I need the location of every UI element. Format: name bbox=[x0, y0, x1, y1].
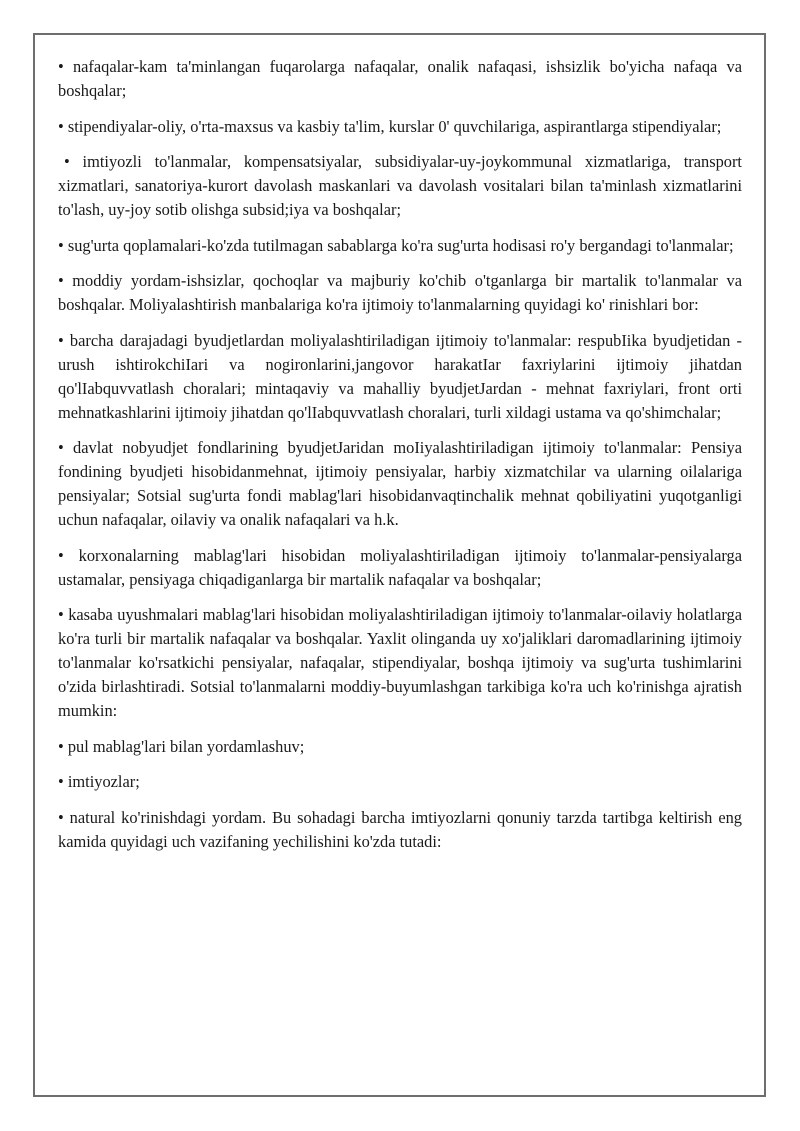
document-body bbox=[58, 55, 742, 865]
paragraph-stipendiyalar: • stipendiyalar-oliy, o'rta-maxsus va kasbiy ta'lim, kurslar 0' quvchilariga, aspirantlarga stipendiyalar; bbox=[58, 116, 722, 136]
paragraph-sugurta-qoplamalari: • sug'urta qoplamalari-ko'zda tutilmagan sabablarga ko'ra sug'urta hodisasi ro'y bergandagi to'lanmalar; bbox=[58, 235, 734, 255]
paragraph-kasaba-uyushmalari: • kasaba uyushmalari mablag'lari hisobidan moliyalashtiriladigan ijtimoiy to'lanmalar-oilaviy holatlarga ko'ra turli bir martalik nafaqalar va boshqalar. Yaxlit olinganda uy xo'jaliklari daromadlarining ijtimoiy to'lanmalar ko'rsatkichi pensiyalar, nafaqalar, stipendiyalar, boshqa ijtimoiy va sug'urta tushimlarini o'zida birlashtiradi. Sotsial to'lanmalarni moddiy-buyumlashgan tarkibiga ko'ra uch ko'rinishga ajratish mumkin: bbox=[58, 605, 742, 720]
paragraph-korxonalar: • korxonalarning mablag'lari hisobidan moliyalashtiriladigan ijtimoiy to'lanmalar-pensiyalarga ustamalar, pensiyaga chiqadiganlarga bir martalik nafaqalar va boshqalar; bbox=[58, 545, 742, 589]
paragraph-moddiy-yordam: • moddiy yordam-ishsizlar, qochoqlar va majburiy ko'chib o'tganlarga bir martalik to'lanmalar va boshqalar. Moliyalashtirish manbalariga ko'ra ijtimoiy to'lanmalarning quyidagi ko' rinishlari bor: bbox=[58, 271, 742, 314]
paragraph-nafaqalar: • nafaqalar-kam ta'minlangan fuqarolarga nafaqalar, onalik nafaqasi, ishsizlik bo'yicha nafaqa va boshqalar; bbox=[58, 57, 742, 100]
paragraph-imtiyozli-tolanmalar: • imtiyozli to'lanmalar, kompensatsiyalar, subsidiyalar-uy-joykommunal xizmatlariga, transport xizmatlari, sanatoriya-kurort davolash maskanlari va davolash vositalari bilan ta'minlash xizmatlarini to'lash, uy-joy sotib olishga subsid;iya va boshqalar; bbox=[58, 152, 742, 219]
paragraph-imtiyozlar: • imtiyozlar; bbox=[58, 772, 140, 791]
paragraph-natural-yordam: • natural ko'rinishdagi yordam. Bu sohadagi barcha imtiyozlarni qonuniy tarzda tartibga keltirish eng kamida quyidagi uch vazifaning yechilishini ko'zda tutadi: bbox=[58, 807, 742, 851]
paragraph-byudjetlar: • barcha darajadagi byudjetlardan moliyalashtiriladigan ijtimoiy to'lanmalar: respubIika byudjetidan - urush ishtirokchiIari va nogironlarini,jangovor harakatIar faxriylarini ijtimoiy jihatdan qo'lIabquvvatlash choralari; mintaqaviy va mahalliy byudjetJardan - mehnat faxriylari, front orti mehnatkashlarini ijtimoiy jihatdan qo'lIabquvvatlash choralari, turli xildagi ustama va qo'shimchalar; bbox=[58, 330, 742, 422]
paragraph-nobyudjet-fondlar: • davlat nobyudjet fondlarining byudjetJaridan moIiyalashtiriladigan ijtimoiy to'lanmalar: Pensiya fondining byudjeti hisobidanmehnat, ijtimoiy pensiyalar, harbiy xizmatchilar va ularning oilalariga pensiyalar; Sotsial sug'urta fondi mablag'lari hisobidanvaqtinchalik mehnat qobiliyatini yuqotganligi uchun nafaqalar, oilaviy va onalik nafaqalari va h.k. bbox=[58, 438, 742, 529]
paragraph-pul-mablaglari: • pul mablag'lari bilan yordamlashuv; bbox=[58, 736, 305, 756]
